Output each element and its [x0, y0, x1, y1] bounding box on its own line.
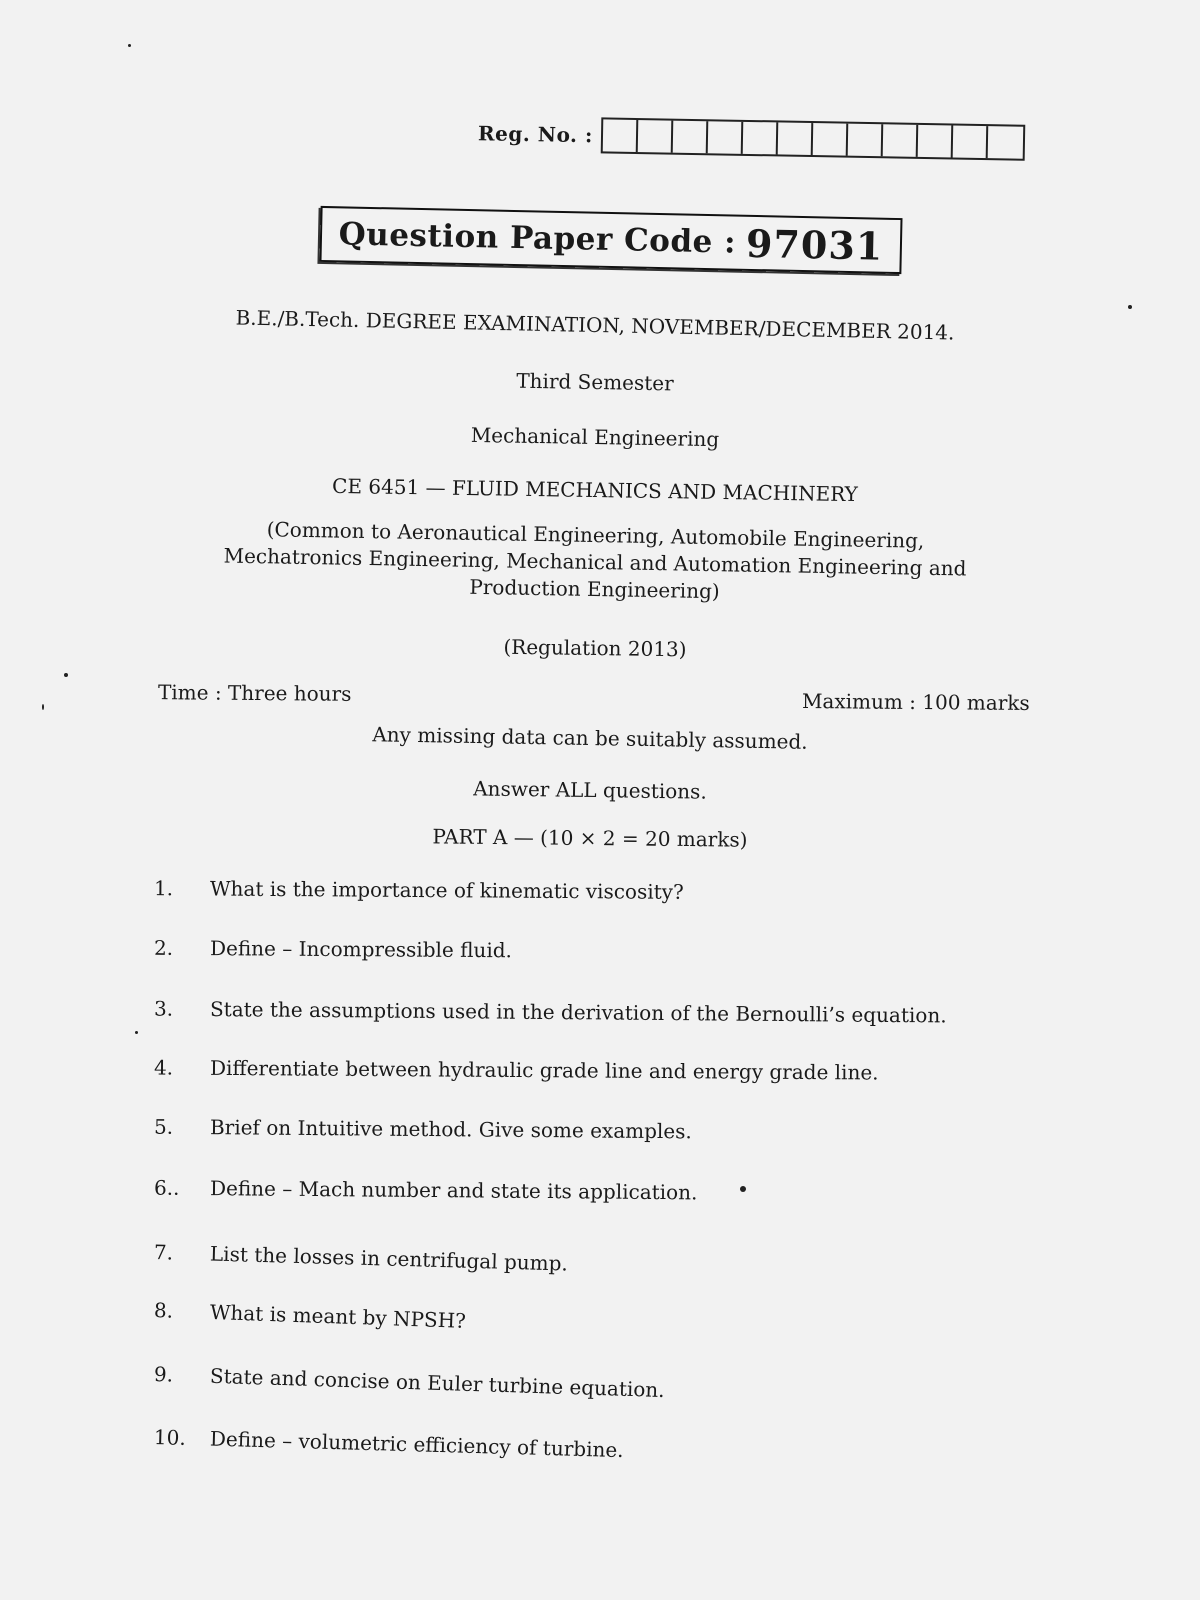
scan-speck	[740, 1186, 746, 1192]
question-item	[154, 1298, 467, 1333]
regulation: (Regulation 2013)	[503, 634, 687, 662]
time-allowed: Time : Three hours	[157, 680, 352, 706]
department: Mechanical Engineering	[470, 422, 720, 452]
semester: Third Semester	[516, 368, 674, 396]
scan-speck	[42, 704, 44, 710]
question-number: 1.	[153, 876, 174, 901]
reg-no-digit-box	[708, 121, 744, 154]
qpc-label: Question Paper Code :	[338, 216, 737, 261]
reg-no-digit-box	[778, 122, 814, 155]
question-number: 2.	[153, 935, 174, 960]
question-item	[154, 997, 947, 1028]
common-line-1: (Common to Aeronautical Engineering, Automobile Engineering,	[266, 517, 925, 553]
question-text: What is meant by NPSH?	[209, 1299, 467, 1333]
qpc-value: 97031	[745, 220, 884, 269]
question-text: List the losses in centrifugal pump.	[209, 1241, 569, 1276]
scan-speck	[128, 44, 131, 47]
course-title: CE 6451 — FLUID MECHANICS AND MACHINERY	[331, 473, 859, 507]
question-item	[154, 1115, 692, 1144]
question-paper-code-box	[319, 206, 902, 274]
reg-no-digit-box	[603, 119, 639, 152]
scan-speck	[1128, 305, 1132, 309]
question-number: 10.	[153, 1425, 187, 1450]
question-number: 8.	[153, 1298, 174, 1323]
common-line-3: Production Engineering)	[469, 574, 720, 604]
scan-speck	[64, 673, 68, 677]
question-item	[154, 1425, 624, 1462]
missing-data-note: Any missing data can be suitably assumed.	[372, 722, 808, 754]
reg-no-digit-box	[848, 124, 884, 157]
question-text: Brief on Intuitive method. Give some examples.	[209, 1115, 692, 1144]
reg-no-label: Reg. No. :	[477, 121, 594, 148]
question-number: 6..	[153, 1175, 180, 1200]
reg-no-digit-box	[883, 124, 919, 157]
common-to-note	[204, 515, 985, 610]
common-line-2: Mechatronics Engineering, Mechanical and Automation Engineering and	[223, 543, 967, 581]
question-text: State and concise on Euler turbine equation.	[209, 1363, 665, 1403]
question-item	[154, 876, 684, 904]
question-text: Define – Mach number and state its application.	[209, 1176, 698, 1205]
part-a-heading: PART A — (10 × 2 = 20 marks)	[432, 824, 748, 852]
question-number: 7.	[153, 1240, 174, 1265]
question-item	[154, 1240, 569, 1276]
question-number: 3.	[153, 996, 174, 1021]
answer-all-note: Answer ALL questions.	[473, 776, 707, 804]
question-text: What is the importance of kinematic viscosity?	[209, 876, 684, 904]
registration-number	[478, 115, 1025, 161]
question-item	[154, 1176, 698, 1205]
maximum-marks: Maximum : 100 marks	[802, 689, 1031, 715]
question-text: State the assumptions used in the derivation of the Bernoulli’s equation.	[209, 997, 947, 1028]
question-number: 5.	[153, 1114, 174, 1139]
reg-no-digit-box	[988, 126, 1024, 159]
reg-no-digit-box	[743, 122, 779, 155]
reg-no-digit-box	[953, 126, 989, 159]
exam-title: B.E./B.Tech. DEGREE EXAMINATION, NOVEMBER/DECEMBER 2014.	[235, 305, 955, 345]
reg-no-digit-box	[918, 125, 954, 158]
question-item	[154, 1055, 879, 1084]
reg-no-digit-box	[638, 120, 674, 153]
reg-no-digit-box	[673, 121, 709, 154]
question-number: 9.	[153, 1362, 174, 1387]
question-text: Define – volumetric efficiency of turbine.	[209, 1426, 624, 1463]
question-item	[154, 936, 512, 962]
scan-speck	[135, 1031, 138, 1034]
question-number: 4.	[153, 1055, 174, 1080]
reg-no-digit-box	[813, 123, 849, 156]
question-text: Define – Incompressible fluid.	[209, 936, 513, 963]
question-item	[154, 1362, 665, 1402]
reg-no-boxes	[601, 117, 1026, 160]
question-text: Differentiate between hydraulic grade line and energy grade line.	[209, 1055, 879, 1085]
